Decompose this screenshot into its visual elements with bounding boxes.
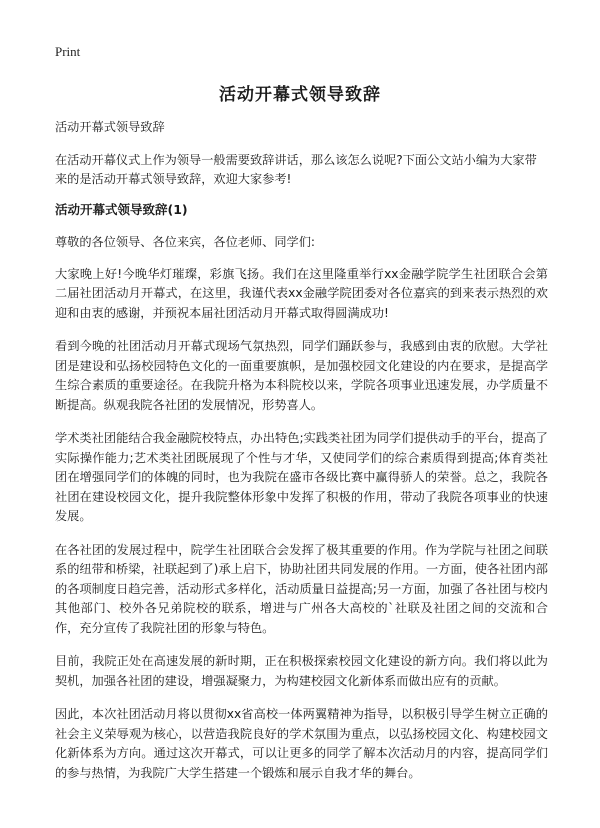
body-paragraph: 在各社团的发展过程中，院学生社团联合会发挥了极其重要的作用。作为学院与社团之间联系的纽带和桥梁，社联起到了)承上启下，协助社团共同发展的作用。一方面，使各社团内部的各项制度日趋完善，活动形式多样化，活动质量日益提高;另一方面，加强了各社团与校内其他部门、校外各兄弟院校的联系，增进与广州各大高校的`社联及社团之间的交流和合作，充分宣传了我院社团的形象与特色。 [55, 542, 548, 635]
intro-paragraph: 在活动开幕仪式上作为领导一般需要致辞讲话，那么该怎么说呢?下面公文站小编为大家带来的是活动开幕式领导致辞，欢迎大家参考! [55, 152, 537, 186]
page-title: 活动开幕式领导致辞 [219, 85, 381, 105]
body-paragraph: 因此，本次社团活动月将以贯彻xx省高校一体两翼精神为指导，以积极引导学生树立正确的社会主义荣辱观为核心，以营造我院良好的学术氛围为重点，以弘扬校园文化、构建校园文化新体系为方向。通过这次开幕式，可以让更多的同学了解本次活动月的内容，提高同学们的参与热情，为我院广大学生搭建一个锻炼和展示自我才华的舞台。 [55, 707, 548, 780]
greeting-line: 尊敬的各位领导、各位来宾，各位老师、同学们: [55, 235, 316, 249]
print-link[interactable]: Print [55, 44, 81, 59]
body-paragraph: 目前，我院正处在高速发展的新时期，正在积极探索校园文化建设的新方向。我们将以此为契机，加强各社团的建设，增强凝聚力，为构建校园文化新体系而做出应有的贡献。 [55, 654, 548, 688]
body-paragraph: 学术类社团能结合我金融院校特点，办出特色;实践类社团为同学们提供动手的平台，提高了实际操作能力;艺术类社团既展现了个性与才华，又使同学们的综合素质得到提高;体育类社团在增强同学们的体魄的同时，也为我院在盛市各级比赛中赢得骄人的荣誉。总之，我院各社团在建设校园文化，提升我院整体形象中发挥了积极的作用，带动了我院各项事业的快速发展。 [55, 431, 548, 523]
body-paragraph: 看到今晚的社团活动月开幕式现场气氛热烈，同学们踊跃参与，我感到由衷的欣慰。大学社团是建设和弘扬校园特色文化的一面重要旗帜，是加强校园文化建设的内在要求，是提高学生综合素质的重要途径。在我院升格为本科院校以来，学院各项事业迅速发展，办学质量不断提高。纵观我院各社团的发展情况，形势喜人。 [55, 339, 548, 412]
section-heading: 活动开幕式领导致辞(1) [55, 201, 188, 217]
document-body [55, 118, 548, 797]
body-paragraph: 大家晚上好!今晚华灯璀璨，彩旗飞扬。我们在这里隆重举行xx金融学院学生社团联合会第二届社团活动月开幕式，在这里，我谨代表xx金融学院团委对各位嘉宾的到来表示热烈的欢迎和由衷的感谢，并预祝本届社团活动月开幕式取得圆满成功! [55, 266, 548, 320]
document-subtitle: 活动开幕式领导致辞 [55, 120, 165, 134]
